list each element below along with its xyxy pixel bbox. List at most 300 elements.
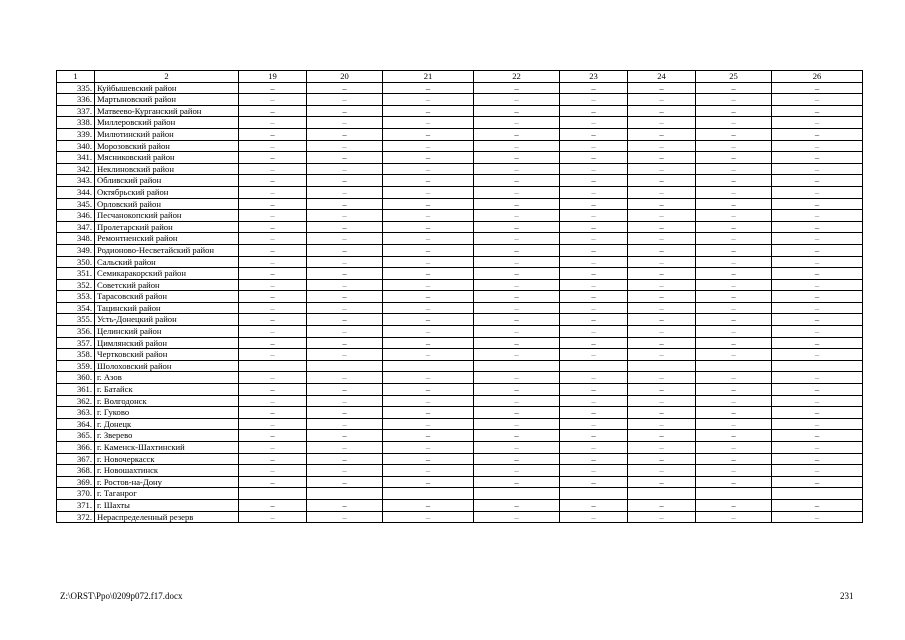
- row-number: 369.: [57, 476, 95, 488]
- row-name: Матвеево-Курганский район: [95, 105, 239, 117]
- value-cell: –: [696, 163, 772, 175]
- value-cell: –: [696, 384, 772, 396]
- value-cell: –: [560, 326, 628, 338]
- row-number: 344.: [57, 186, 95, 198]
- value-cell: –: [474, 453, 560, 465]
- row-name: г. Шахты: [95, 499, 239, 511]
- value-cell: –: [474, 221, 560, 233]
- value-cell: –: [696, 430, 772, 442]
- table-row: [57, 233, 863, 245]
- value-cell: –: [772, 105, 863, 117]
- row-name: Цимлянский район: [95, 337, 239, 349]
- value-cell: –: [474, 117, 560, 129]
- value-cell: –: [474, 256, 560, 268]
- value-cell: –: [696, 105, 772, 117]
- value-cell: –: [307, 395, 383, 407]
- table-row: [57, 291, 863, 303]
- value-cell: –: [628, 430, 696, 442]
- value-cell: –: [474, 372, 560, 384]
- value-cell: –: [628, 349, 696, 361]
- row-number: 351.: [57, 268, 95, 280]
- row-number: 342.: [57, 163, 95, 175]
- value-cell: [239, 488, 307, 500]
- row-number: 367.: [57, 453, 95, 465]
- value-cell: [383, 488, 474, 500]
- row-name: г. Таганрог: [95, 488, 239, 500]
- value-cell: –: [772, 337, 863, 349]
- value-cell: –: [474, 337, 560, 349]
- value-cell: –: [307, 407, 383, 419]
- table-row: [57, 163, 863, 175]
- value-cell: –: [239, 221, 307, 233]
- row-name: г. Батайск: [95, 384, 239, 396]
- value-cell: –: [696, 291, 772, 303]
- value-cell: –: [772, 326, 863, 338]
- value-cell: [307, 488, 383, 500]
- value-cell: –: [474, 465, 560, 477]
- value-cell: –: [772, 395, 863, 407]
- value-cell: –: [307, 384, 383, 396]
- table-row: [57, 140, 863, 152]
- value-cell: –: [628, 221, 696, 233]
- value-cell: [772, 488, 863, 500]
- row-name: Шолоховский район: [95, 360, 239, 372]
- value-cell: –: [239, 302, 307, 314]
- value-cell: –: [474, 186, 560, 198]
- value-cell: –: [772, 244, 863, 256]
- value-cell: –: [628, 128, 696, 140]
- value-cell: –: [383, 186, 474, 198]
- value-cell: –: [560, 384, 628, 396]
- value-cell: –: [474, 499, 560, 511]
- value-cell: –: [772, 302, 863, 314]
- value-cell: –: [307, 291, 383, 303]
- value-cell: –: [772, 511, 863, 523]
- value-cell: [560, 488, 628, 500]
- row-name: Семикаракорский район: [95, 268, 239, 280]
- value-cell: –: [628, 384, 696, 396]
- value-cell: –: [307, 94, 383, 106]
- table-row: [57, 465, 863, 477]
- page-number: 231: [840, 591, 854, 601]
- value-cell: –: [560, 233, 628, 245]
- row-number: 362.: [57, 395, 95, 407]
- value-cell: –: [474, 140, 560, 152]
- table-row: [57, 198, 863, 210]
- table-row: [57, 337, 863, 349]
- value-cell: –: [474, 314, 560, 326]
- row-name: г. Каменск-Шахтинский: [95, 442, 239, 454]
- value-cell: –: [474, 233, 560, 245]
- value-cell: –: [772, 233, 863, 245]
- value-cell: –: [696, 186, 772, 198]
- value-cell: –: [696, 198, 772, 210]
- value-cell: –: [239, 82, 307, 94]
- header-cell: 25: [696, 71, 772, 83]
- header-cell: 19: [239, 71, 307, 83]
- row-number: 339.: [57, 128, 95, 140]
- row-name: г. Волгодонск: [95, 395, 239, 407]
- value-cell: [474, 360, 560, 372]
- value-cell: –: [560, 418, 628, 430]
- row-name: Морозовский район: [95, 140, 239, 152]
- value-cell: –: [383, 407, 474, 419]
- value-cell: –: [560, 117, 628, 129]
- row-name: Мясниковский район: [95, 152, 239, 164]
- value-cell: –: [307, 499, 383, 511]
- table-row: [57, 407, 863, 419]
- table-row: [57, 326, 863, 338]
- value-cell: [628, 488, 696, 500]
- value-cell: –: [628, 395, 696, 407]
- value-cell: –: [383, 291, 474, 303]
- value-cell: –: [474, 430, 560, 442]
- value-cell: –: [560, 407, 628, 419]
- value-cell: –: [307, 175, 383, 187]
- value-cell: [772, 360, 863, 372]
- value-cell: –: [307, 210, 383, 222]
- row-name: Милютинский район: [95, 128, 239, 140]
- row-number: 359.: [57, 360, 95, 372]
- value-cell: –: [696, 268, 772, 280]
- value-cell: –: [628, 279, 696, 291]
- value-cell: –: [383, 499, 474, 511]
- value-cell: –: [383, 337, 474, 349]
- value-cell: –: [628, 198, 696, 210]
- value-cell: –: [696, 233, 772, 245]
- value-cell: –: [696, 175, 772, 187]
- value-cell: –: [307, 337, 383, 349]
- value-cell: –: [696, 395, 772, 407]
- value-cell: –: [307, 372, 383, 384]
- row-name: Целинский район: [95, 326, 239, 338]
- table-row: [57, 511, 863, 523]
- value-cell: –: [696, 152, 772, 164]
- value-cell: –: [307, 186, 383, 198]
- value-cell: –: [239, 430, 307, 442]
- value-cell: –: [560, 395, 628, 407]
- row-number: 353.: [57, 291, 95, 303]
- value-cell: –: [307, 349, 383, 361]
- value-cell: –: [474, 105, 560, 117]
- value-cell: –: [560, 511, 628, 523]
- value-cell: –: [696, 476, 772, 488]
- value-cell: –: [560, 499, 628, 511]
- value-cell: –: [474, 244, 560, 256]
- value-cell: –: [628, 163, 696, 175]
- value-cell: –: [239, 94, 307, 106]
- value-cell: –: [383, 384, 474, 396]
- value-cell: –: [239, 210, 307, 222]
- value-cell: –: [560, 291, 628, 303]
- row-number: 357.: [57, 337, 95, 349]
- table-row: [57, 105, 863, 117]
- value-cell: –: [560, 175, 628, 187]
- value-cell: –: [474, 152, 560, 164]
- value-cell: –: [628, 453, 696, 465]
- value-cell: –: [239, 291, 307, 303]
- value-cell: –: [696, 407, 772, 419]
- value-cell: –: [307, 244, 383, 256]
- value-cell: –: [628, 186, 696, 198]
- value-cell: –: [383, 511, 474, 523]
- value-cell: –: [239, 395, 307, 407]
- row-name: Тацинский район: [95, 302, 239, 314]
- value-cell: –: [474, 511, 560, 523]
- row-name: Орловский район: [95, 198, 239, 210]
- row-number: 343.: [57, 175, 95, 187]
- value-cell: –: [307, 326, 383, 338]
- value-cell: –: [560, 337, 628, 349]
- value-cell: –: [560, 94, 628, 106]
- row-name: Родионово-Несветайский район: [95, 244, 239, 256]
- row-number: 352.: [57, 279, 95, 291]
- value-cell: –: [307, 256, 383, 268]
- value-cell: –: [474, 268, 560, 280]
- value-cell: –: [560, 279, 628, 291]
- value-cell: –: [307, 233, 383, 245]
- value-cell: –: [383, 94, 474, 106]
- value-cell: –: [307, 221, 383, 233]
- row-name: Нераспределенный резерв: [95, 511, 239, 523]
- header-row: [57, 71, 863, 83]
- row-number: 338.: [57, 117, 95, 129]
- value-cell: –: [628, 465, 696, 477]
- value-cell: –: [383, 210, 474, 222]
- value-cell: –: [772, 314, 863, 326]
- table-row: [57, 349, 863, 361]
- value-cell: –: [696, 499, 772, 511]
- value-cell: –: [239, 465, 307, 477]
- value-cell: –: [696, 372, 772, 384]
- table-row: [57, 221, 863, 233]
- value-cell: –: [696, 210, 772, 222]
- table-row: [57, 152, 863, 164]
- table-row: [57, 279, 863, 291]
- value-cell: –: [772, 221, 863, 233]
- value-cell: [628, 360, 696, 372]
- table-row: [57, 372, 863, 384]
- header-cell: 26: [772, 71, 863, 83]
- value-cell: –: [696, 117, 772, 129]
- value-cell: –: [560, 186, 628, 198]
- value-cell: –: [307, 105, 383, 117]
- row-number: 371.: [57, 499, 95, 511]
- value-cell: –: [383, 279, 474, 291]
- row-number: 354.: [57, 302, 95, 314]
- value-cell: –: [628, 407, 696, 419]
- value-cell: –: [696, 418, 772, 430]
- value-cell: –: [239, 140, 307, 152]
- value-cell: –: [772, 186, 863, 198]
- value-cell: –: [239, 326, 307, 338]
- value-cell: –: [307, 279, 383, 291]
- value-cell: –: [239, 384, 307, 396]
- value-cell: –: [772, 175, 863, 187]
- value-cell: –: [772, 430, 863, 442]
- value-cell: –: [560, 256, 628, 268]
- header-cell: 23: [560, 71, 628, 83]
- row-number: 363.: [57, 407, 95, 419]
- row-name: Советский район: [95, 279, 239, 291]
- value-cell: –: [628, 511, 696, 523]
- row-number: 356.: [57, 326, 95, 338]
- row-number: 335.: [57, 82, 95, 94]
- value-cell: –: [307, 314, 383, 326]
- value-cell: –: [474, 163, 560, 175]
- value-cell: –: [307, 198, 383, 210]
- header-cell: 20: [307, 71, 383, 83]
- value-cell: –: [239, 314, 307, 326]
- value-cell: –: [239, 407, 307, 419]
- value-cell: –: [628, 268, 696, 280]
- value-cell: –: [560, 244, 628, 256]
- value-cell: –: [560, 372, 628, 384]
- value-cell: –: [560, 465, 628, 477]
- value-cell: –: [772, 418, 863, 430]
- value-cell: –: [772, 279, 863, 291]
- row-number: 345.: [57, 198, 95, 210]
- table-row: [57, 453, 863, 465]
- value-cell: [696, 360, 772, 372]
- value-cell: –: [628, 105, 696, 117]
- value-cell: –: [239, 418, 307, 430]
- value-cell: –: [239, 152, 307, 164]
- value-cell: –: [628, 210, 696, 222]
- row-number: 364.: [57, 418, 95, 430]
- value-cell: –: [383, 256, 474, 268]
- value-cell: –: [383, 395, 474, 407]
- row-name: Чертковский район: [95, 349, 239, 361]
- value-cell: –: [383, 453, 474, 465]
- value-cell: –: [239, 244, 307, 256]
- value-cell: –: [383, 163, 474, 175]
- value-cell: –: [383, 117, 474, 129]
- value-cell: –: [696, 349, 772, 361]
- value-cell: –: [628, 233, 696, 245]
- value-cell: –: [474, 418, 560, 430]
- value-cell: –: [383, 82, 474, 94]
- value-cell: –: [696, 279, 772, 291]
- value-cell: –: [239, 186, 307, 198]
- row-number: 348.: [57, 233, 95, 245]
- table-row: [57, 314, 863, 326]
- value-cell: –: [383, 442, 474, 454]
- value-cell: –: [239, 128, 307, 140]
- value-cell: –: [383, 128, 474, 140]
- row-number: 349.: [57, 244, 95, 256]
- value-cell: –: [307, 511, 383, 523]
- value-cell: –: [307, 82, 383, 94]
- value-cell: –: [474, 94, 560, 106]
- value-cell: –: [560, 105, 628, 117]
- value-cell: –: [696, 302, 772, 314]
- value-cell: –: [307, 302, 383, 314]
- value-cell: –: [628, 256, 696, 268]
- value-cell: –: [383, 465, 474, 477]
- row-number: 358.: [57, 349, 95, 361]
- value-cell: –: [560, 302, 628, 314]
- row-name: г. Ростов-на-Дону: [95, 476, 239, 488]
- value-cell: –: [307, 476, 383, 488]
- row-number: 370.: [57, 488, 95, 500]
- value-cell: –: [696, 82, 772, 94]
- row-name: Неклиновский район: [95, 163, 239, 175]
- value-cell: –: [474, 128, 560, 140]
- value-cell: [239, 360, 307, 372]
- row-number: 347.: [57, 221, 95, 233]
- value-cell: –: [772, 198, 863, 210]
- value-cell: –: [383, 430, 474, 442]
- value-cell: –: [628, 418, 696, 430]
- value-cell: –: [628, 326, 696, 338]
- value-cell: –: [628, 499, 696, 511]
- value-cell: –: [772, 94, 863, 106]
- value-cell: –: [560, 128, 628, 140]
- value-cell: –: [239, 453, 307, 465]
- value-cell: –: [560, 82, 628, 94]
- value-cell: –: [383, 268, 474, 280]
- row-name: г. Донецк: [95, 418, 239, 430]
- row-number: 346.: [57, 210, 95, 222]
- value-cell: –: [239, 442, 307, 454]
- table-row: [57, 395, 863, 407]
- value-cell: –: [474, 384, 560, 396]
- value-cell: –: [628, 302, 696, 314]
- value-cell: –: [474, 407, 560, 419]
- value-cell: –: [239, 476, 307, 488]
- value-cell: –: [307, 268, 383, 280]
- value-cell: –: [560, 476, 628, 488]
- data-table: [56, 70, 863, 523]
- value-cell: –: [239, 105, 307, 117]
- value-cell: –: [696, 128, 772, 140]
- value-cell: [307, 360, 383, 372]
- row-name: Куйбышевский район: [95, 82, 239, 94]
- value-cell: –: [772, 152, 863, 164]
- table-row: [57, 186, 863, 198]
- value-cell: –: [474, 476, 560, 488]
- header-cell: 1: [57, 71, 95, 83]
- value-cell: [474, 488, 560, 500]
- row-name: г. Новочеркасск: [95, 453, 239, 465]
- value-cell: –: [383, 349, 474, 361]
- value-cell: –: [383, 326, 474, 338]
- value-cell: –: [772, 384, 863, 396]
- value-cell: –: [628, 175, 696, 187]
- value-cell: –: [772, 499, 863, 511]
- value-cell: –: [383, 175, 474, 187]
- row-number: 336.: [57, 94, 95, 106]
- value-cell: –: [474, 82, 560, 94]
- row-name: Сальский район: [95, 256, 239, 268]
- value-cell: –: [560, 442, 628, 454]
- row-name: Песчанокопский район: [95, 210, 239, 222]
- value-cell: –: [772, 117, 863, 129]
- value-cell: –: [239, 372, 307, 384]
- value-cell: –: [383, 152, 474, 164]
- value-cell: –: [474, 279, 560, 291]
- footer-file-path: Z:\ORST\Ppo\0209p072.f17.docx: [60, 591, 183, 601]
- row-number: 365.: [57, 430, 95, 442]
- value-cell: –: [772, 407, 863, 419]
- table-row: [57, 82, 863, 94]
- value-cell: –: [696, 244, 772, 256]
- row-name: г. Азов: [95, 372, 239, 384]
- value-cell: –: [628, 140, 696, 152]
- header-cell: 2: [95, 71, 239, 83]
- value-cell: –: [239, 175, 307, 187]
